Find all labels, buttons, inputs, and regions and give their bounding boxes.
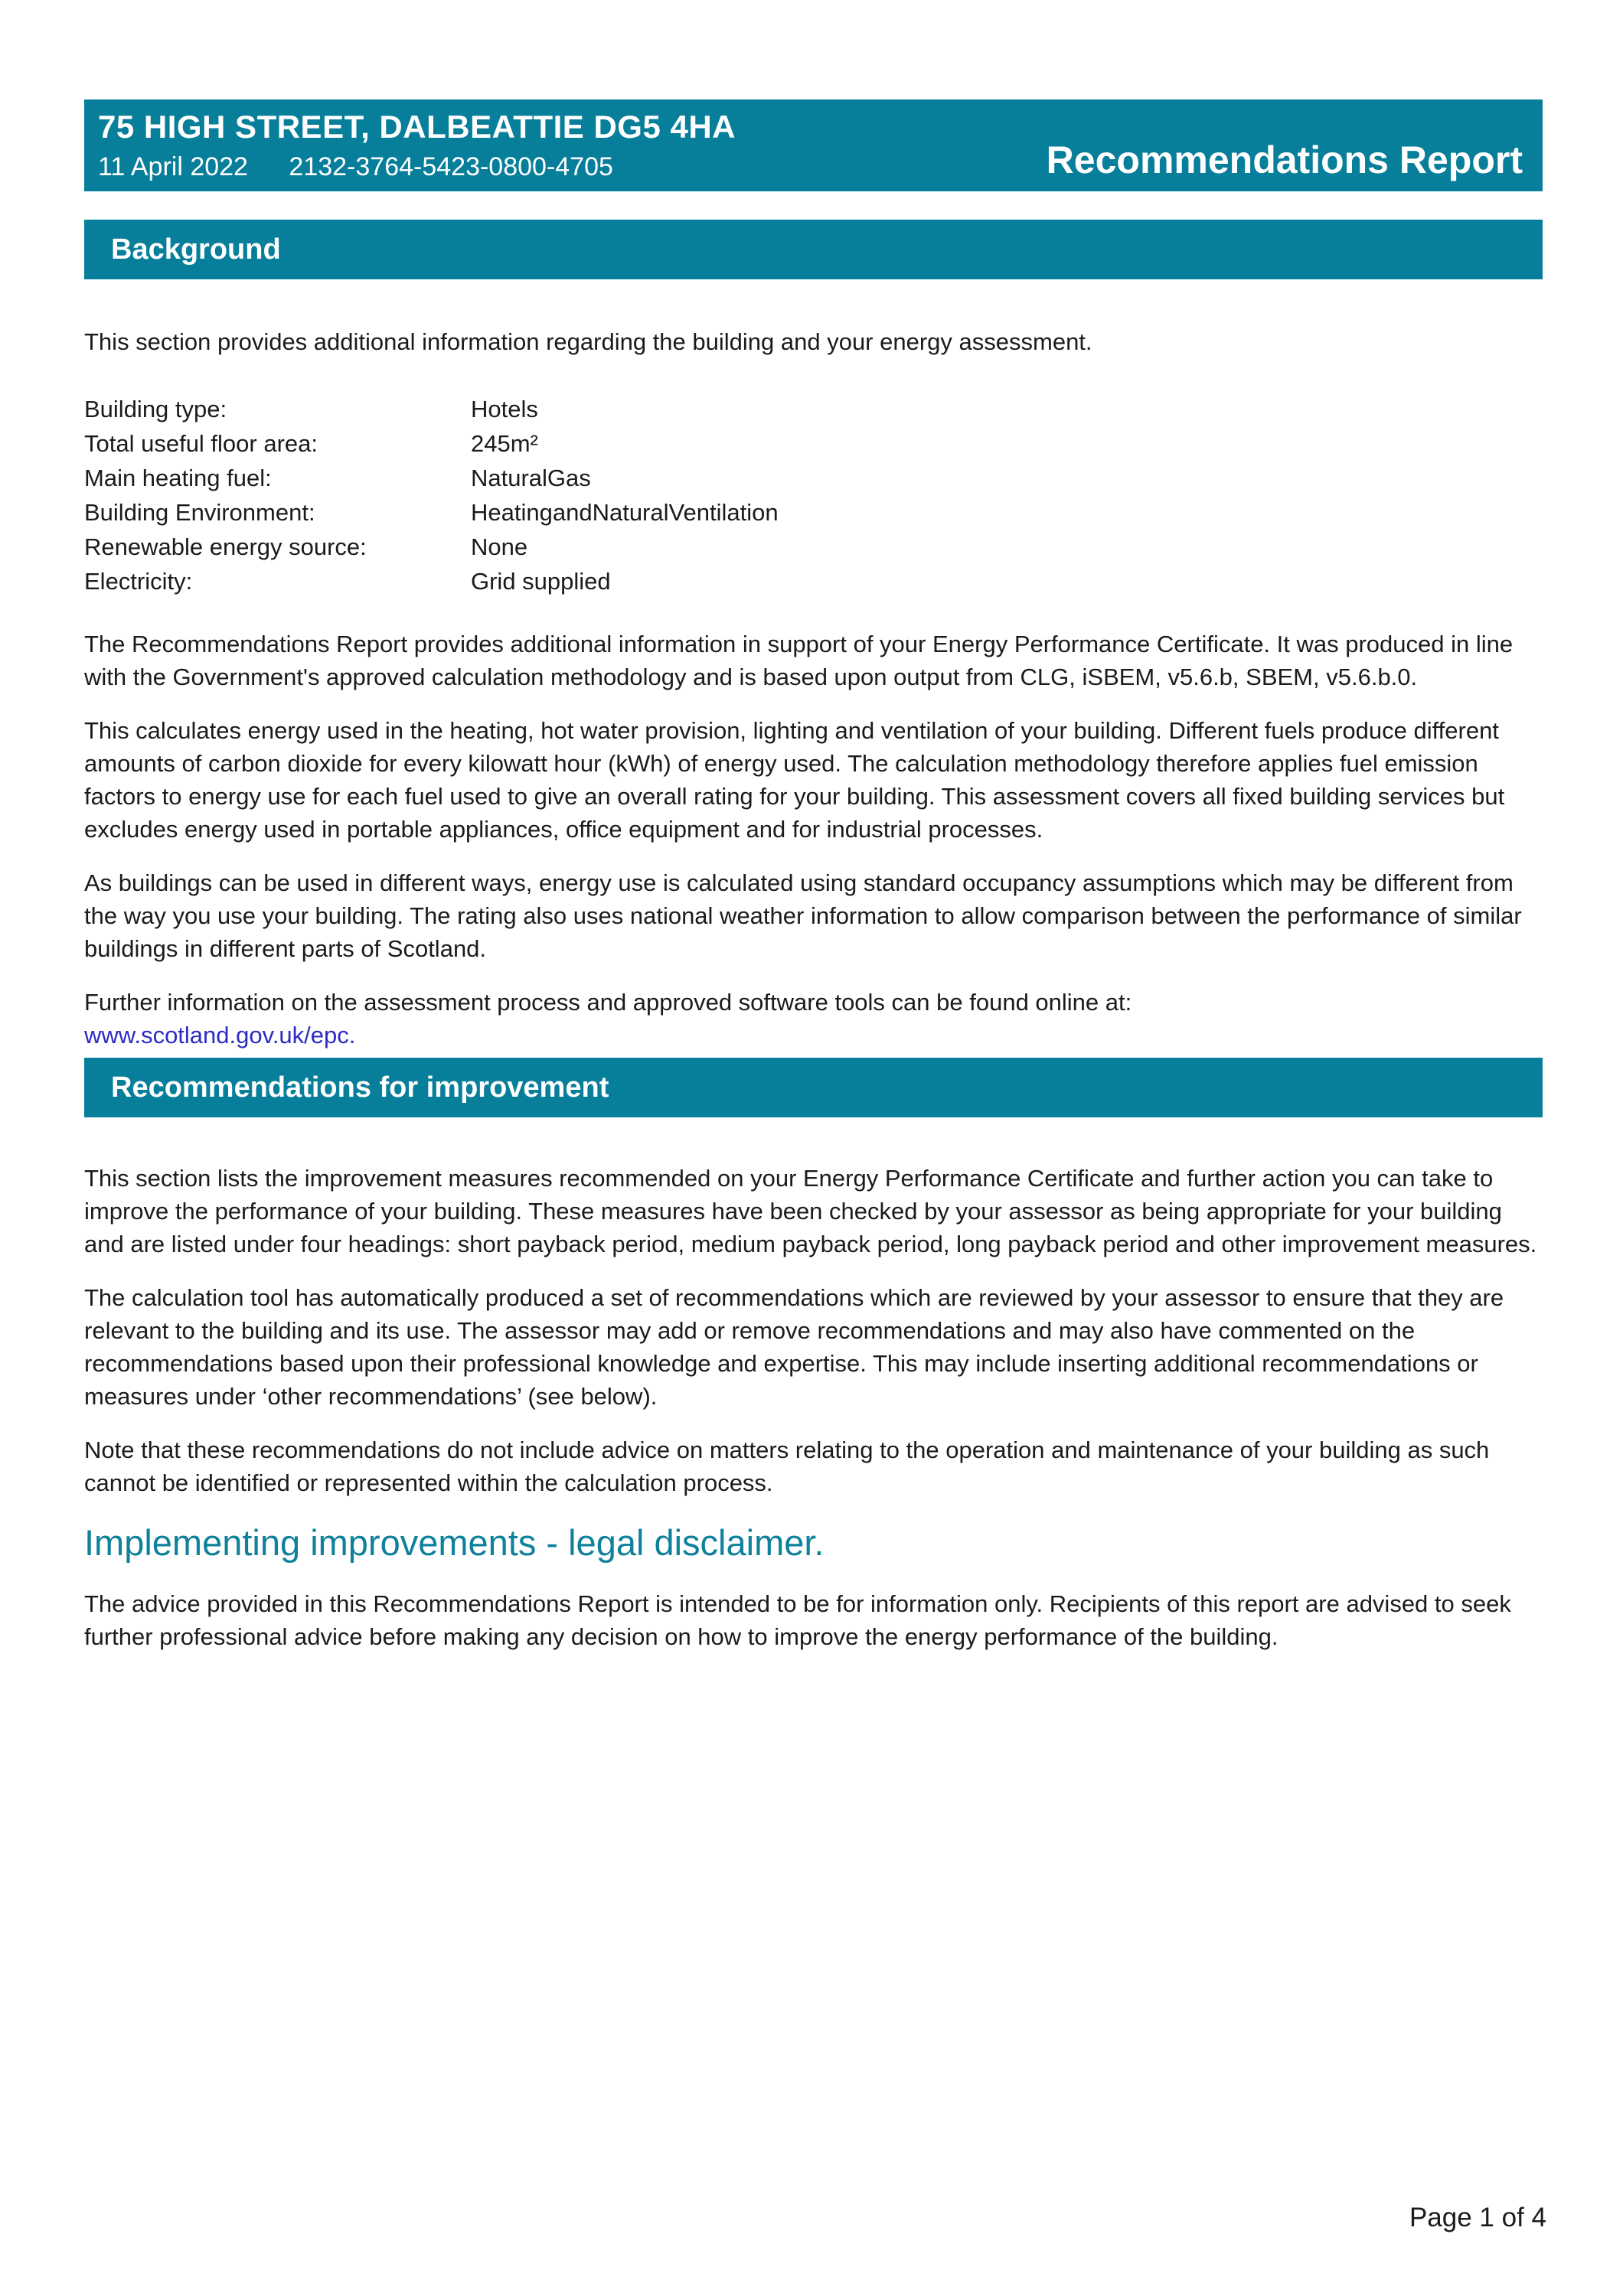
detail-label: Renewable energy source: (84, 533, 367, 560)
legal-disclaimer-text: The advice provided in this Recommendations Report is intended to be for information only. Recipients of this report are advised to seek further professional advice before making any decision on how to improve the energy performance of the building. (84, 1590, 1511, 1650)
section-header-recommendations: Recommendations for improvement (84, 1058, 1543, 1117)
recommendations-paragraph: This section lists the improvement measures recommended on your Energy Performance Certificate and further action you can take to improve the performance of your building. These measures have been checked by your assessor as being appropriate for your building and are listed under four headings: short payback period, medium payback period, long payback period and other improvement measures. (84, 1165, 1537, 1257)
building-detail-row (84, 461, 1543, 495)
report-header-left (98, 109, 736, 182)
detail-label: Electricity: (84, 568, 193, 595)
detail-value: Grid supplied (471, 568, 611, 595)
building-detail-row (84, 426, 1543, 461)
legal-disclaimer-heading: Implementing improvements - legal disclaimer. (84, 1522, 825, 1563)
building-detail-row (84, 564, 1543, 598)
detail-label: Main heating fuel: (84, 465, 272, 491)
detail-label: Building Environment: (84, 499, 315, 526)
recommendations-paragraph: The calculation tool has automatically produced a set of recommendations which are reviewed by your assessor to ensure that they are relevant to the building and its use. The assessor may add or remove recommendations and may also have commented on the recommendations based upon their professional knowledge and expertise. This may include inserting additional recommendations or measures under ‘other recommendations’ (see below). (84, 1284, 1504, 1410)
building-detail-row (84, 495, 1543, 530)
detail-label: Total useful floor area: (84, 430, 318, 457)
detail-label: Building type: (84, 396, 227, 422)
scotland-epc-link[interactable]: www.scotland.gov.uk/epc. (84, 1022, 356, 1049)
detail-value: NaturalGas (471, 465, 591, 491)
detail-value: None (471, 533, 528, 560)
further-information-text: Further information on the assessment process and approved software tools can be found online at: (84, 989, 1132, 1016)
background-paragraph: The Recommendations Report provides additional information in support of your Energy Performance Certificate. It was produced in line with the Government's approved calculation methodology and is based upon output from CLG, iSBEM, v5.6.b, SBEM, v5.6.b.0. (84, 631, 1514, 690)
recommendations-paragraph: Note that these recommendations do not include advice on matters relating to the operation and maintenance of your building as such cannot be identified or represented within the calculation process. (84, 1437, 1490, 1496)
property-address: 75 HIGH STREET, DALBEATTIE DG5 4HA (98, 109, 736, 145)
report-header (84, 99, 1543, 191)
report-reference-number: 2132-3764-5423-0800-4705 (289, 152, 613, 181)
detail-value: 245m² (471, 430, 538, 457)
report-title: Recommendations Report (1046, 139, 1523, 181)
building-details-list (84, 392, 1543, 598)
building-detail-row (84, 392, 1543, 426)
report-meta-row (98, 152, 736, 182)
background-paragraph: This calculates energy used in the heating, hot water provision, lighting and ventilation of your building. Different fuels produce different amounts of carbon dioxide for every kilowatt hour (kWh) of energy used. The calculation methodology therefore applies fuel emission factors to energy use for each fuel used to give an overall rating for your building. This assessment covers all fixed building services but excludes energy used in portable appliances, office equipment and for industrial processes. (84, 717, 1505, 843)
section-header-background: Background (84, 220, 1543, 279)
page-content (84, 0, 1543, 1674)
background-paragraph: As buildings can be used in different ways, energy use is calculated using standard occupancy assumptions which may be different from the way you use your building. The rating also uses national weather information to allow comparison between the performance of similar buildings in different parts of Scotland. (84, 869, 1522, 962)
background-intro-text: This section provides additional information regarding the building and your energy assessment. (84, 328, 1092, 355)
detail-value: Hotels (471, 396, 538, 422)
building-detail-row (84, 530, 1543, 564)
page-number: Page 1 of 4 (1409, 2203, 1546, 2232)
report-date: 11 April 2022 (98, 152, 248, 181)
detail-value: HeatingandNaturalVentilation (471, 499, 779, 526)
